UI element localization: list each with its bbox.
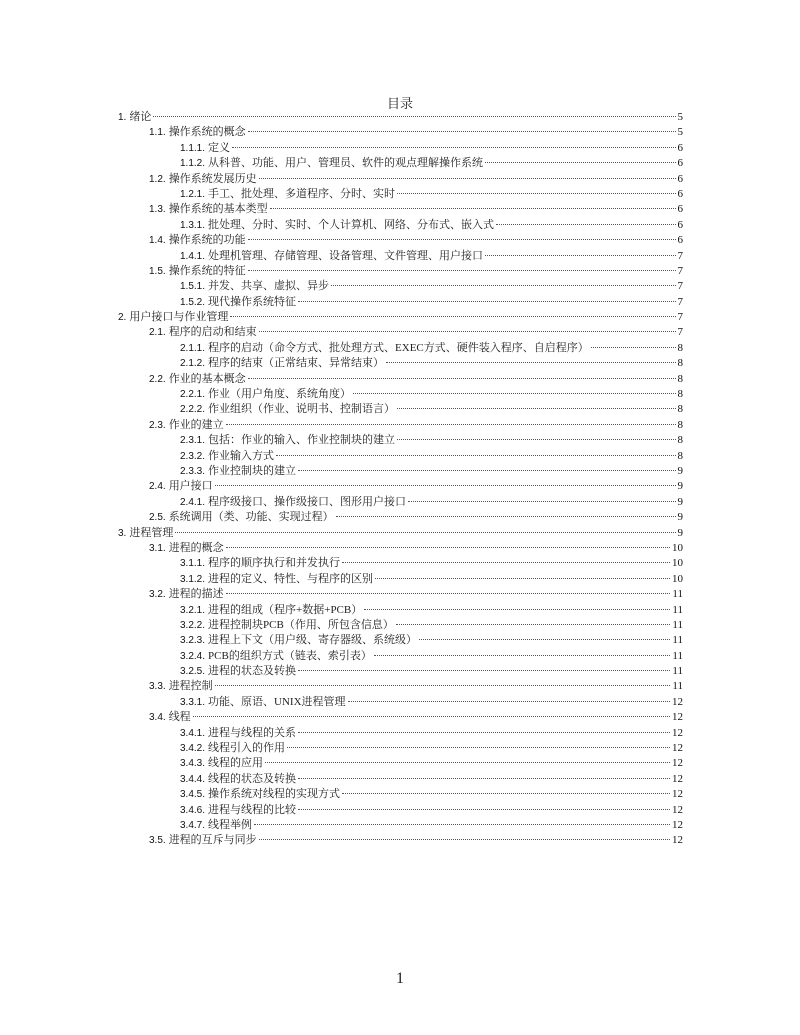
toc-entry[interactable] <box>118 679 683 694</box>
toc-entry[interactable] <box>118 803 683 818</box>
toc-entry[interactable] <box>118 464 683 479</box>
dot-leader <box>248 239 676 240</box>
toc-entry-number: 2.4. <box>149 481 166 493</box>
toc-entry-number: 1.3. <box>149 204 166 216</box>
dot-leader <box>298 732 670 733</box>
toc-entry-number: 3.4.2. <box>180 743 206 755</box>
toc-entry-page: 8 <box>677 341 683 354</box>
toc-entry-title: 线程 <box>168 711 191 724</box>
toc-entry-number: 3.4.7. <box>180 819 206 831</box>
toc-entry[interactable] <box>118 479 683 494</box>
dot-leader <box>591 347 676 348</box>
toc-entry-page: 6 <box>677 187 683 200</box>
toc-entry-page: 8 <box>677 388 683 401</box>
toc-entry-number: 1.1.1. <box>180 142 206 154</box>
toc-entry-number: 1.4.1. <box>180 250 206 262</box>
toc-entry-number: 3.3.1. <box>180 696 206 708</box>
toc-entry-page: 6 <box>677 157 683 170</box>
dot-leader <box>397 408 675 409</box>
toc-entry-title: 手工、批处理、多道程序、分时、实时 <box>208 187 396 200</box>
toc-entry-title: 作业（用户角度、系统角度） <box>208 388 352 401</box>
toc-entry-page: 6 <box>677 141 683 154</box>
dot-leader <box>375 578 670 579</box>
toc-entry-page: 12 <box>672 726 683 739</box>
toc-entry-title: 作业输入方式 <box>208 449 275 462</box>
dot-leader <box>364 609 670 610</box>
toc-entry[interactable] <box>118 772 683 787</box>
dot-leader <box>226 547 670 548</box>
toc-entry-title: 用户接口与作业管理 <box>129 311 229 324</box>
dot-leader <box>232 147 675 148</box>
toc-entry-page: 11 <box>672 618 683 631</box>
toc-entry-title: 操作系统对线程的实现方式 <box>208 788 341 801</box>
dot-leader <box>248 131 676 132</box>
toc-entry-title: 进程的互斥与同步 <box>168 834 257 847</box>
dot-leader <box>270 208 676 209</box>
toc-entry-title: 程序的启动（命令方式、批处理方式、EXEC方式、硬件装入程序、自启程序） <box>208 341 589 354</box>
toc-entry[interactable] <box>118 295 683 310</box>
toc-entry-number: 2.1.1. <box>180 342 206 354</box>
dot-leader <box>153 116 675 117</box>
toc-entry-number: 1.1.2. <box>180 158 206 170</box>
toc-entry-title: 进程控制 <box>168 680 213 693</box>
toc-entry-title: 操作系统发展历史 <box>168 172 257 185</box>
dot-leader <box>298 670 670 671</box>
toc-entry[interactable] <box>118 633 683 648</box>
toc-entry-title: 操作系统的特征 <box>168 264 246 277</box>
toc-entry[interactable] <box>118 310 683 325</box>
toc-entry[interactable] <box>118 587 683 602</box>
toc-entry-page: 7 <box>677 280 683 293</box>
toc-entry-number: 3.2.4. <box>180 650 206 662</box>
toc-entry-page: 12 <box>672 695 683 708</box>
toc-entry[interactable] <box>118 695 683 710</box>
toc-entry-number: 2.3. <box>149 419 166 431</box>
toc-entry-title: 进程的描述 <box>168 588 224 601</box>
dot-leader <box>336 516 676 517</box>
toc-entry-page: 10 <box>672 557 683 570</box>
toc-entry-page: 9 <box>677 495 683 508</box>
toc-entry[interactable] <box>118 756 683 771</box>
toc-entry[interactable] <box>118 556 683 571</box>
table-of-contents <box>118 110 683 849</box>
toc-entry-number: 3.2.3. <box>180 635 206 647</box>
toc-entry-page: 11 <box>672 634 683 647</box>
toc-entry[interactable] <box>118 618 683 633</box>
toc-entry[interactable] <box>118 603 683 618</box>
toc-entry-number: 3.4.1. <box>180 727 206 739</box>
dot-leader <box>248 378 676 379</box>
toc-entry-page: 12 <box>672 711 683 724</box>
toc-entry-page: 8 <box>677 372 683 385</box>
toc-entry-title: 功能、原语、UNIX进程管理 <box>208 695 346 708</box>
toc-entry[interactable] <box>118 495 683 510</box>
toc-entry-number: 1. <box>118 112 127 123</box>
dot-leader <box>193 716 670 717</box>
toc-entry-page: 9 <box>677 511 683 524</box>
toc-entry-page: 8 <box>677 357 683 370</box>
toc-entry-number: 2. <box>118 312 127 324</box>
toc-entry-page: 6 <box>677 172 683 185</box>
toc-entry-number: 3.2.2. <box>180 619 206 631</box>
toc-entry-page: 5 <box>677 126 683 139</box>
toc-entry-page: 7 <box>677 311 683 324</box>
toc-entry-number: 2.3.3. <box>180 465 206 477</box>
toc-entry-title: 处理机管理、存储管理、设备管理、文件管理、用户接口 <box>208 249 484 262</box>
toc-entry[interactable] <box>118 202 683 217</box>
toc-entry-title: 现代操作系统特征 <box>208 295 297 308</box>
toc-entry[interactable] <box>118 156 683 171</box>
toc-entry-number: 1.1. <box>149 127 166 139</box>
toc-entry[interactable] <box>118 433 683 448</box>
dot-leader <box>259 839 670 840</box>
dot-leader <box>230 316 675 317</box>
toc-entry-page: 10 <box>672 541 683 554</box>
toc-entry[interactable] <box>118 264 683 279</box>
toc-entry-title: 操作系统的功能 <box>168 234 246 247</box>
toc-entry-title: 作业的建立 <box>168 418 224 431</box>
toc-entry-number: 2.2.1. <box>180 389 206 401</box>
toc-entry-page: 11 <box>672 649 683 662</box>
toc-entry-page: 8 <box>677 418 683 431</box>
toc-entry[interactable] <box>118 726 683 741</box>
toc-entry[interactable] <box>118 833 683 848</box>
toc-entry-page: 11 <box>672 603 683 616</box>
toc-entry-page: 11 <box>672 665 683 678</box>
dot-leader <box>175 532 675 533</box>
toc-entry-title: 线程的状态及转换 <box>208 772 297 785</box>
toc-entry-title: 系统调用（类、功能、实现过程） <box>168 511 334 524</box>
toc-entry-title: 进程的定义、特性、与程序的区别 <box>208 572 374 585</box>
toc-entry-page: 12 <box>672 757 683 770</box>
toc-entry-page: 6 <box>677 234 683 247</box>
toc-entry-title: 线程的应用 <box>208 757 264 770</box>
toc-entry[interactable] <box>118 572 683 587</box>
dot-leader <box>226 424 676 425</box>
dot-leader <box>342 562 670 563</box>
toc-entry-number: 3. <box>118 527 127 539</box>
dot-leader <box>386 362 675 363</box>
toc-entry-number: 1.3.1. <box>180 219 206 231</box>
toc-entry-page: 9 <box>677 480 683 493</box>
toc-entry[interactable] <box>118 372 683 387</box>
toc-entry[interactable] <box>118 325 683 340</box>
toc-entry[interactable] <box>118 510 683 525</box>
dot-leader <box>397 439 675 440</box>
toc-entry-number: 1.5. <box>149 265 166 277</box>
toc-entry-number: 3.4.5. <box>180 789 206 801</box>
toc-entry[interactable] <box>118 710 683 725</box>
toc-entry-title: 线程举例 <box>208 818 253 831</box>
toc-entry-title: 绪论 <box>129 111 152 123</box>
dot-leader <box>276 455 675 456</box>
dot-leader <box>259 331 676 332</box>
toc-entry-title: 作业控制块的建立 <box>208 464 297 477</box>
dot-leader <box>331 285 675 286</box>
toc-entry-number: 1.5.2. <box>180 296 206 308</box>
toc-entry[interactable] <box>118 125 683 140</box>
toc-entry-title: 定义 <box>208 141 231 154</box>
toc-entry-page: 12 <box>672 818 683 831</box>
toc-entry-page: 7 <box>677 264 683 277</box>
toc-entry-number: 2.5. <box>149 512 166 524</box>
dot-leader <box>342 793 670 794</box>
toc-entry-title: 进程管理 <box>129 526 174 539</box>
toc-entry-number: 3.4.4. <box>180 773 206 785</box>
toc-entry-page: 12 <box>672 772 683 785</box>
toc-entry-page: 9 <box>677 464 683 477</box>
toc-entry-title: 进程控制块PCB（作用、所包含信息） <box>208 618 394 631</box>
toc-entry-number: 1.2. <box>149 173 166 185</box>
toc-entry[interactable] <box>118 449 683 464</box>
toc-entry[interactable] <box>118 187 683 202</box>
toc-entry[interactable] <box>118 141 683 156</box>
dot-leader <box>408 501 675 502</box>
toc-entry-page: 7 <box>677 295 683 308</box>
toc-entry-page: 8 <box>677 403 683 416</box>
toc-entry[interactable] <box>118 664 683 679</box>
toc-entry-number: 2.2.2. <box>180 404 206 416</box>
toc-entry-number: 2.1. <box>149 327 166 339</box>
toc-entry-number: 1.5.1. <box>180 281 206 293</box>
toc-entry-title: 进程的状态及转换 <box>208 665 297 678</box>
toc-entry-page: 6 <box>677 218 683 231</box>
toc-entry-page: 8 <box>677 449 683 462</box>
toc-entry-number: 3.2.5. <box>180 666 206 678</box>
toc-entry-title: 操作系统的概念 <box>168 126 246 139</box>
toc-entry[interactable] <box>118 341 683 356</box>
toc-entry-number: 3.3. <box>149 681 166 693</box>
toc-entry-title: 进程与线程的比较 <box>208 803 297 816</box>
toc-entry[interactable] <box>118 526 683 541</box>
toc-entry-title: 进程上下文（用户级、寄存器级、系统级） <box>208 634 418 647</box>
toc-entry-title: 进程的概念 <box>168 541 224 554</box>
dot-leader <box>298 809 670 810</box>
toc-entry-number: 3.1.1. <box>180 558 206 570</box>
dot-leader <box>298 301 675 302</box>
toc-entry-title: 批处理、分时、实时、个人计算机、网络、分布式、嵌入式 <box>208 218 495 231</box>
dot-leader <box>348 701 670 702</box>
toc-entry-page: 5 <box>677 111 683 123</box>
toc-entry-title: 程序级接口、操作级接口、图形用户接口 <box>208 495 407 508</box>
toc-entry[interactable] <box>118 787 683 802</box>
dot-leader <box>396 624 671 625</box>
toc-entry-number: 3.4.6. <box>180 804 206 816</box>
toc-entry-title: 作业组织（作业、说明书、控制语言） <box>208 403 396 416</box>
toc-entry-number: 2.3.1. <box>180 435 206 447</box>
toc-entry-title: 线程引入的作用 <box>208 742 286 755</box>
toc-entry-number: 3.2.1. <box>180 604 206 616</box>
toc-entry-title: 用户接口 <box>168 480 213 493</box>
toc-entry[interactable] <box>118 387 683 402</box>
toc-entry-number: 2.4.1. <box>180 496 206 508</box>
toc-entry-number: 3.4.3. <box>180 758 206 770</box>
toc-entry-page: 12 <box>672 834 683 847</box>
toc-entry[interactable] <box>118 741 683 756</box>
dot-leader <box>248 270 676 271</box>
toc-entry-number: 3.1. <box>149 542 166 554</box>
toc-entry[interactable] <box>118 418 683 433</box>
toc-entry-title: 程序的启动和结束 <box>168 326 257 339</box>
dot-leader <box>215 685 671 686</box>
dot-leader <box>298 778 670 779</box>
toc-entry-page: 6 <box>677 203 683 216</box>
toc-entry-number: 2.3.2. <box>180 450 206 462</box>
dot-leader <box>419 639 670 640</box>
toc-entry-number: 3.5. <box>149 835 166 847</box>
dot-leader <box>485 162 675 163</box>
toc-entry[interactable] <box>118 172 683 187</box>
toc-entry-number: 2.2. <box>149 373 166 385</box>
toc-entry-number: 1.2.1. <box>180 188 206 200</box>
toc-entry-title: 程序的顺序执行和并发执行 <box>208 557 341 570</box>
toc-entry-title: 作业的基本概念 <box>168 372 246 385</box>
dot-leader <box>226 593 671 594</box>
toc-entry-number: 3.2. <box>149 589 166 601</box>
dot-leader <box>287 747 670 748</box>
toc-entry-number: 1.4. <box>149 235 166 247</box>
toc-entry[interactable] <box>118 233 683 248</box>
toc-entry[interactable] <box>118 649 683 664</box>
toc-entry-page: 7 <box>677 326 683 339</box>
toc-entry-number: 3.4. <box>149 712 166 724</box>
dot-leader <box>397 193 675 194</box>
dot-leader <box>374 655 671 656</box>
dot-leader <box>215 485 676 486</box>
toc-entry-title: 包括：作业的输入、作业控制块的建立 <box>208 434 396 447</box>
toc-entry-title: 程序的结束（正常结束、异常结束） <box>208 357 385 370</box>
toc-entry[interactable] <box>118 110 683 125</box>
toc-entry-title: 操作系统的基本类型 <box>168 203 268 216</box>
page-number: 1 <box>396 970 404 987</box>
toc-entry-number: 2.1.2. <box>180 358 206 370</box>
toc-entry-page: 12 <box>672 788 683 801</box>
toc-entry-title: 进程与线程的关系 <box>208 726 297 739</box>
toc-entry-title: 从科普、功能、用户、管理员、软件的观点理解操作系统 <box>208 157 484 170</box>
toc-entry[interactable] <box>118 541 683 556</box>
dot-leader <box>485 255 675 256</box>
toc-entry-page: 10 <box>672 572 683 585</box>
toc-entry-page: 7 <box>677 249 683 262</box>
toc-entry[interactable] <box>118 356 683 371</box>
toc-entry[interactable] <box>118 279 683 294</box>
dot-leader <box>265 762 670 763</box>
toc-entry-page: 12 <box>672 742 683 755</box>
toc-entry-page: 8 <box>677 434 683 447</box>
toc-entry[interactable] <box>118 402 683 417</box>
toc-entry-page: 11 <box>672 588 683 601</box>
dot-leader <box>259 178 676 179</box>
toc-entry[interactable] <box>118 818 683 833</box>
dot-leader <box>298 470 675 471</box>
toc-title: 目录 <box>386 96 413 111</box>
toc-entry-page: 9 <box>677 526 683 539</box>
toc-entry-page: 11 <box>672 680 683 693</box>
toc-entry-number: 3.1.2. <box>180 573 206 585</box>
toc-entry[interactable] <box>118 218 683 233</box>
toc-entry[interactable] <box>118 249 683 264</box>
dot-leader <box>496 224 675 225</box>
toc-entry-title: PCB的组织方式（链表、索引表） <box>208 649 372 662</box>
dot-leader <box>254 824 670 825</box>
toc-entry-page: 12 <box>672 803 683 816</box>
toc-entry-title: 进程的组成（程序+数据+PCB） <box>208 603 363 616</box>
dot-leader <box>353 393 675 394</box>
toc-entry-title: 并发、共享、虚拟、异步 <box>208 280 330 293</box>
